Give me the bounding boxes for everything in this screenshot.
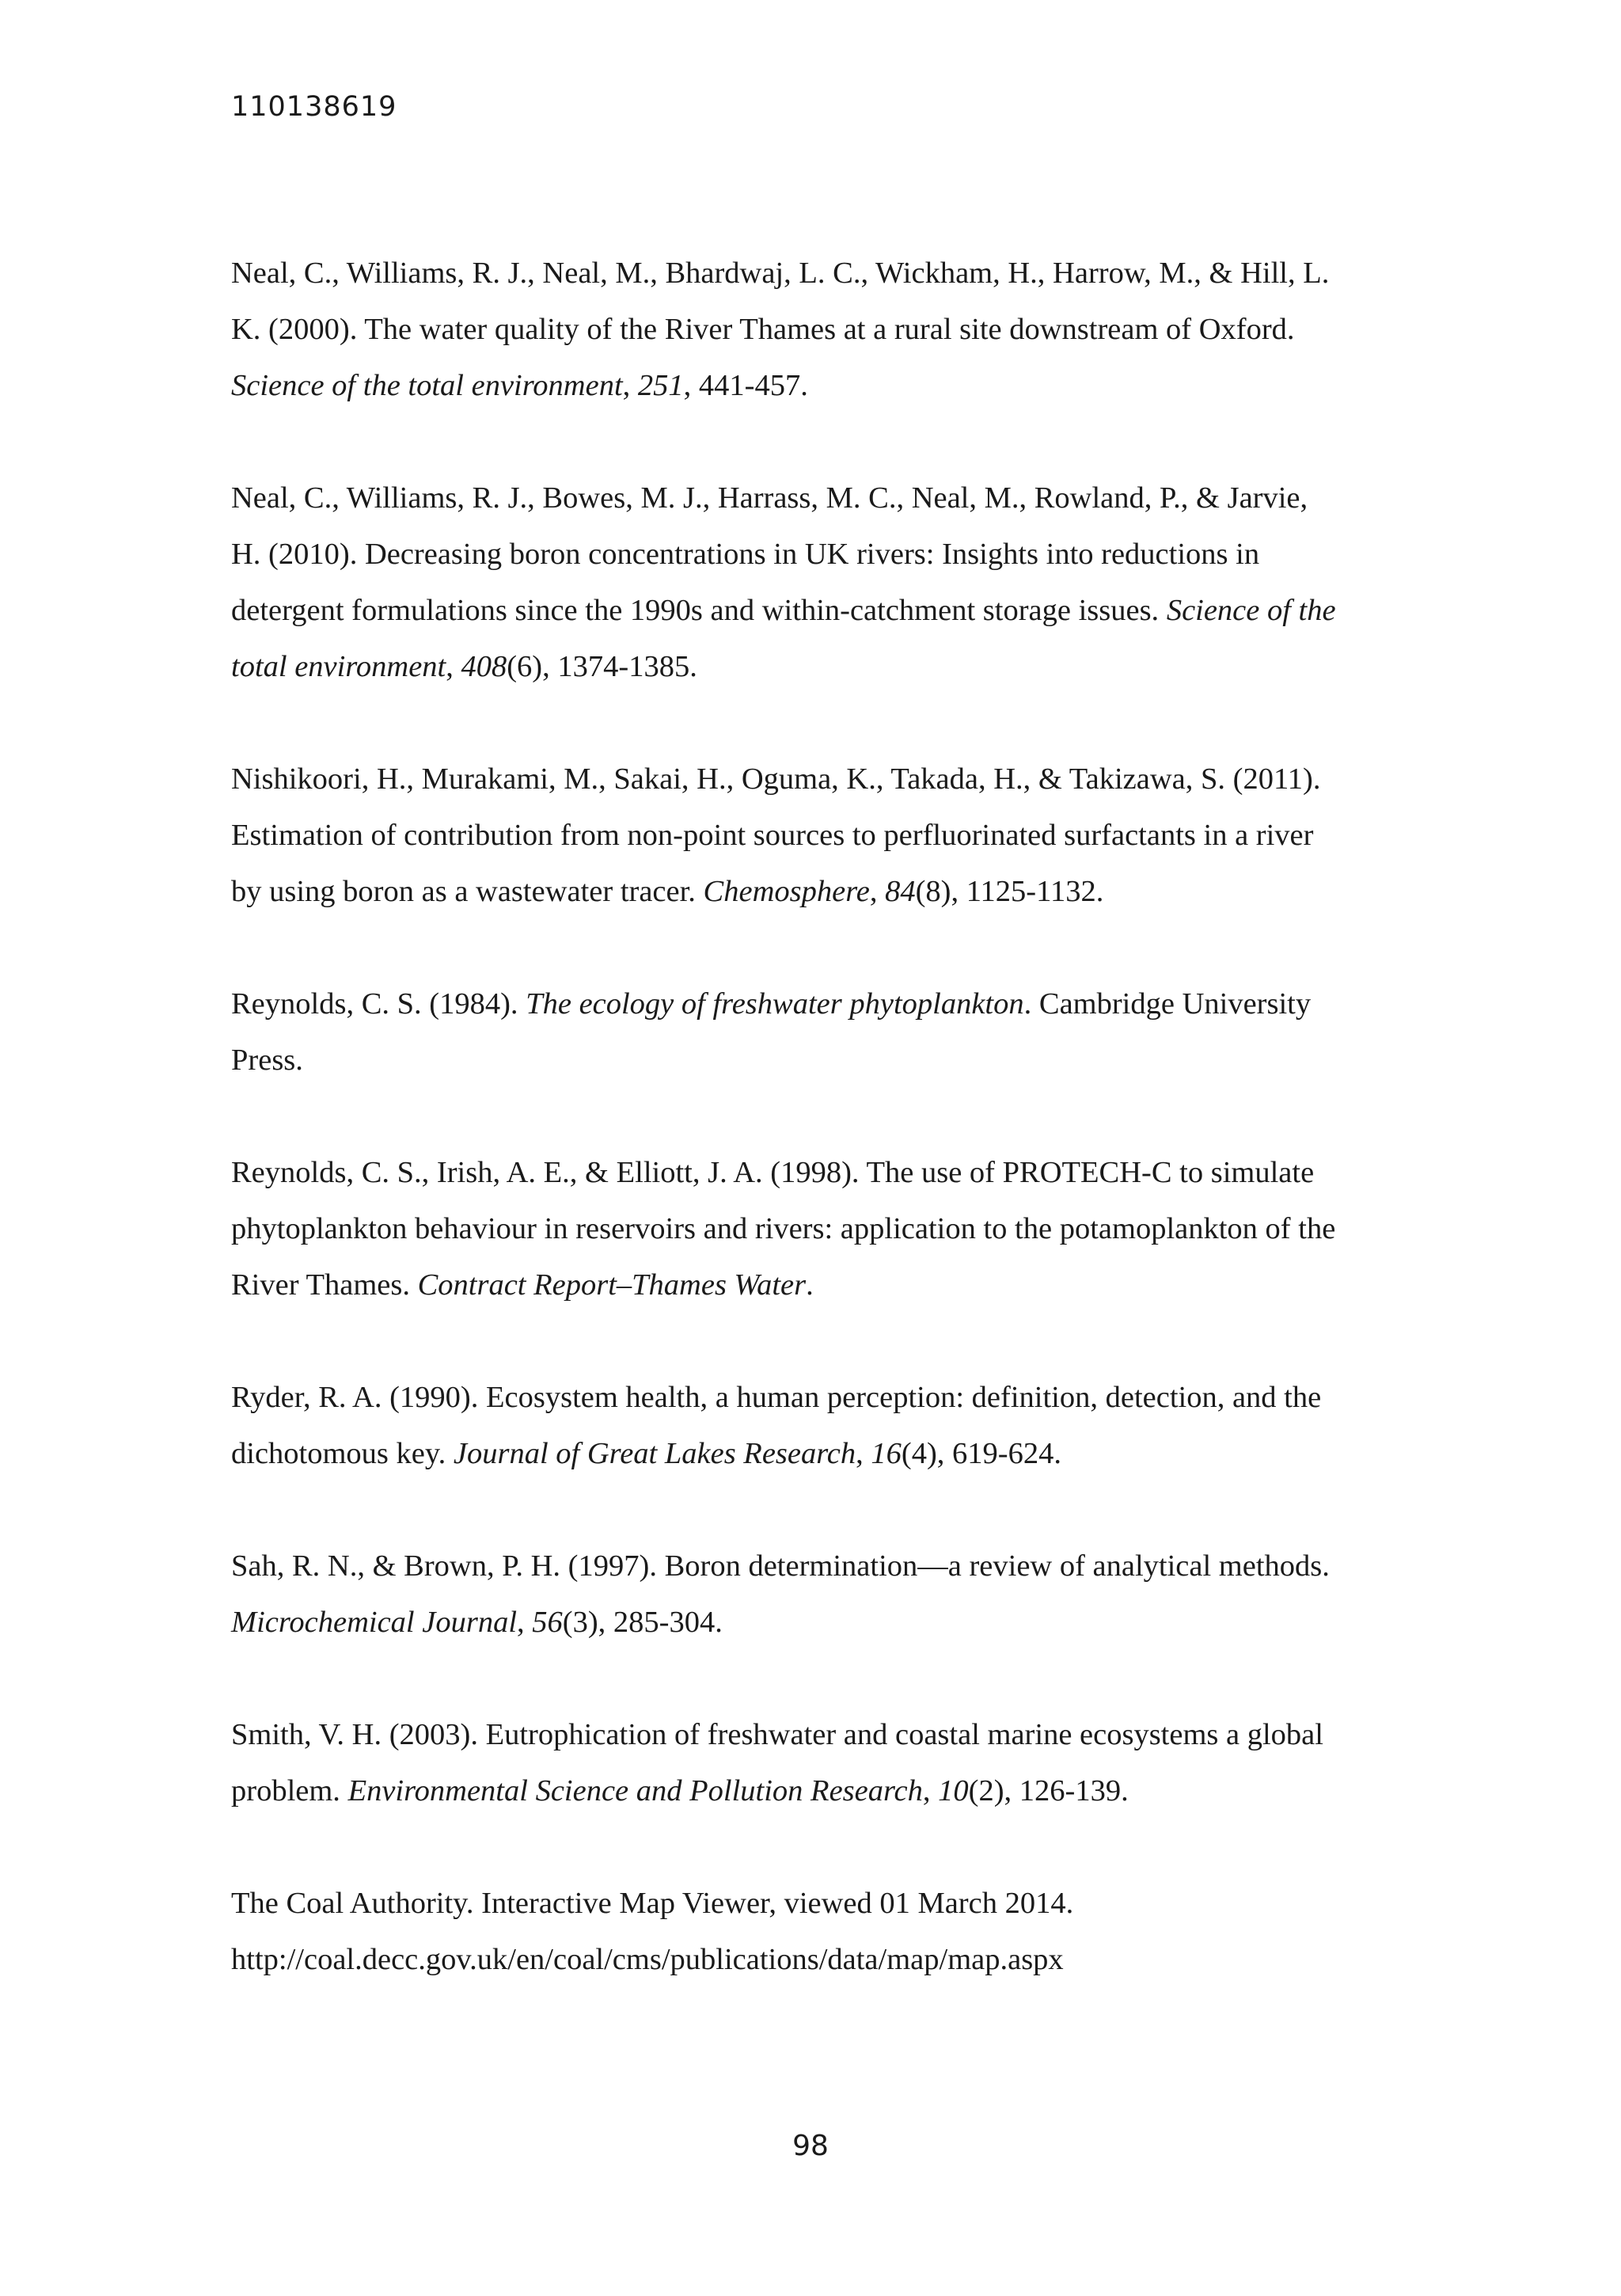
reference-text: (3), 285-304. bbox=[562, 1606, 723, 1639]
reference-line bbox=[231, 583, 1434, 639]
reference-text: , bbox=[856, 1437, 871, 1470]
reference-line bbox=[231, 1426, 1434, 1482]
reference-text: detergent formulations since the 1990s and within-catchment storage issues. bbox=[231, 594, 1167, 627]
reference-text: , bbox=[517, 1606, 533, 1639]
reference-italic-text: 16 bbox=[871, 1437, 902, 1470]
reference-text: (6), 1374-1385. bbox=[507, 650, 697, 683]
reference-text: Press. bbox=[231, 1043, 303, 1077]
page-number: 98 bbox=[792, 2130, 829, 2162]
reference-italic-text: 56 bbox=[532, 1606, 563, 1639]
reference-line bbox=[231, 1257, 1434, 1313]
reference-text: Nishikoori, H., Murakami, M., Sakai, H., Oguma, K., Takada, H., & Takizawa, S. (2011). bbox=[231, 762, 1321, 796]
reference-entry bbox=[231, 1538, 1434, 1651]
reference-line bbox=[231, 639, 1434, 695]
reference-text: , bbox=[869, 875, 886, 908]
reference-italic-text: Journal of Great Lakes Research bbox=[453, 1437, 856, 1470]
reference-line bbox=[231, 302, 1434, 358]
reference-text: , bbox=[446, 650, 461, 683]
reference-entry bbox=[231, 751, 1434, 920]
reference-text: The Coal Authority. Interactive Map Viewer, viewed 01 March 2014. bbox=[231, 1887, 1074, 1920]
reference-text: Estimation of contribution from non-point sources to perfluorinated surfactants in a river bbox=[231, 819, 1314, 852]
reference-italic-text: total environment bbox=[231, 650, 446, 683]
reference-text: River Thames. bbox=[231, 1268, 418, 1302]
reference-entry bbox=[231, 245, 1434, 414]
reference-italic-text: 10 bbox=[938, 1774, 969, 1808]
reference-line bbox=[231, 864, 1434, 920]
reference-italic-text: Environmental Science and Pollution Research bbox=[347, 1774, 923, 1808]
reference-italic-text: Science of the bbox=[1166, 594, 1336, 627]
reference-entry bbox=[231, 1145, 1434, 1313]
reference-text: , bbox=[922, 1774, 939, 1808]
reference-text: Reynolds, C. S. (1984). bbox=[231, 987, 526, 1021]
reference-line bbox=[231, 751, 1434, 808]
reference-line bbox=[231, 1707, 1434, 1763]
reference-text: . bbox=[806, 1268, 814, 1302]
reference-text: Neal, C., Williams, R. J., Bowes, M. J., Harrass, M. C., Neal, M., Rowland, P., & Jarvie, bbox=[231, 481, 1308, 515]
reference-italic-text: Chemosphere bbox=[703, 875, 870, 908]
document-id: 110138619 bbox=[231, 91, 397, 123]
reference-line bbox=[231, 358, 1434, 414]
reference-line bbox=[231, 1145, 1434, 1201]
reference-entry bbox=[231, 470, 1434, 695]
reference-entry bbox=[231, 1707, 1434, 1819]
reference-text: K. (2000). The water quality of the River Thames at a rural site downstream of Oxford. bbox=[231, 313, 1295, 346]
reference-entry bbox=[231, 1876, 1434, 1988]
reference-entry bbox=[231, 976, 1434, 1089]
reference-text: , bbox=[622, 369, 638, 402]
reference-text: Ryder, R. A. (1990). Ecosystem health, a human perception: definition, detection, and the bbox=[231, 1381, 1322, 1414]
reference-line bbox=[231, 245, 1434, 302]
reference-text: (2), 126-139. bbox=[968, 1774, 1129, 1808]
reference-line bbox=[231, 1595, 1434, 1651]
reference-text: Smith, V. H. (2003). Eutrophication of freshwater and coastal marine ecosystems a global bbox=[231, 1718, 1323, 1751]
reference-line bbox=[231, 1932, 1434, 1988]
reference-italic-text: 408 bbox=[461, 650, 507, 683]
reference-line bbox=[231, 1201, 1434, 1257]
reference-italic-text: Contract Report–Thames Water bbox=[417, 1268, 807, 1302]
reference-list bbox=[231, 245, 1434, 1988]
reference-line bbox=[231, 976, 1434, 1032]
reference-text: problem. bbox=[231, 1774, 348, 1808]
reference-text: Sah, R. N., & Brown, P. H. (1997). Boron determination—a review of analytical methods. bbox=[231, 1549, 1330, 1583]
reference-text: dichotomous key. bbox=[231, 1437, 454, 1470]
reference-italic-text: Science of the total environment bbox=[231, 369, 623, 402]
reference-line bbox=[231, 1370, 1434, 1426]
reference-text: Reynolds, C. S., Irish, A. E., & Elliott, J. A. (1998). The use of PROTECH-C to simulate bbox=[231, 1156, 1315, 1189]
reference-italic-text: The ecology of freshwater phytoplankton bbox=[526, 987, 1024, 1021]
reference-line bbox=[231, 470, 1434, 526]
reference-text: phytoplankton behaviour in reservoirs and rivers: application to the potamoplankton of the bbox=[231, 1212, 1336, 1245]
reference-text: (4), 619-624. bbox=[901, 1437, 1061, 1470]
reference-line bbox=[231, 526, 1434, 583]
reference-italic-text: 251 bbox=[637, 369, 684, 402]
reference-line bbox=[231, 1876, 1434, 1932]
reference-italic-text: Microchemical Journal bbox=[231, 1606, 518, 1639]
reference-line bbox=[231, 1032, 1434, 1089]
reference-text: by using boron as a wastewater tracer. bbox=[231, 875, 704, 908]
reference-line bbox=[231, 808, 1434, 864]
reference-text: , 441-457. bbox=[683, 369, 808, 402]
reference-line bbox=[231, 1763, 1434, 1819]
reference-text: . Cambridge University bbox=[1023, 987, 1312, 1021]
reference-text: Neal, C., Williams, R. J., Neal, M., Bhardwaj, L. C., Wickham, H., Harrow, M., & Hill, L. bbox=[231, 257, 1330, 290]
reference-text: http://coal.decc.gov.uk/en/coal/cms/publications/data/map/map.aspx bbox=[231, 1943, 1064, 1976]
reference-entry bbox=[231, 1370, 1434, 1482]
reference-text: (8), 1125-1132. bbox=[915, 875, 1104, 908]
reference-line bbox=[231, 1538, 1434, 1595]
reference-text: H. (2010). Decreasing boron concentrations in UK rivers: Insights into reductions in bbox=[231, 538, 1260, 571]
reference-italic-text: 84 bbox=[885, 875, 916, 908]
